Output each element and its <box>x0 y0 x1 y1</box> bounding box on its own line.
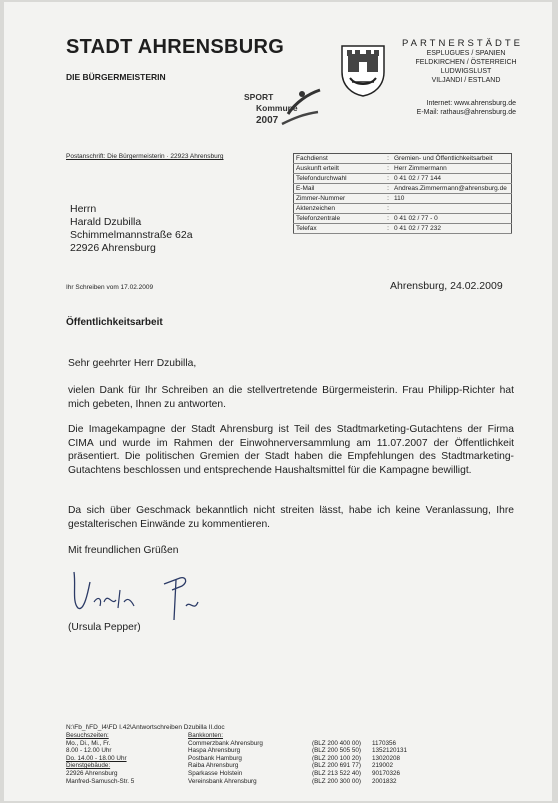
letter-date: Ahrensburg, 24.02.2009 <box>390 280 503 292</box>
letter-salutation: Sehr geehrter Herr Dzubilla, <box>68 358 197 369</box>
info-value: Andreas.Zimmermann@ahrensburg.de <box>392 184 512 194</box>
recipient-salutation: Herrn <box>70 203 97 215</box>
info-value: Herr Zimmermann <box>392 164 512 174</box>
info-value: Gremien- und Öffentlichkeitsarbeit <box>392 154 512 164</box>
info-label: Telefondurchwahl <box>294 174 385 184</box>
footer-line: Mo., Di., Mi., Fr. <box>66 739 111 747</box>
sport-kommune-logo <box>242 84 324 128</box>
info-row: Telefondurchwahl : 0 41 02 / 77 144 <box>294 174 512 184</box>
info-row: Aktenzeichen : <box>294 204 512 214</box>
footer-line: Postbank Hamburg <box>188 754 242 762</box>
partner-city: LUDWIGSLUST <box>440 68 492 75</box>
footer-line: 90170326 <box>372 769 401 777</box>
partner-city: ESPLUGUES / SPANIEN <box>426 50 506 57</box>
info-label: Telefax <box>294 224 385 234</box>
footer-line: 13020208 <box>372 754 401 762</box>
letter-page <box>4 2 552 801</box>
signer-name: (Ursula Pepper) <box>68 622 141 633</box>
reference-line: Ihr Schreiben vom 17.02.2009 <box>66 284 154 291</box>
info-row: Telefax : 0 41 02 / 77 232 <box>294 224 512 234</box>
footer-line: (BLZ 200 505 50) <box>312 747 362 755</box>
department-name: DIE BÜRGERMEISTERIN <box>66 72 166 82</box>
footer-line: Dienstgebäude: <box>66 762 111 770</box>
info-row: Telefonzentrale : 0 41 02 / 77 - 0 <box>294 214 512 224</box>
partner-cities-block <box>402 39 522 85</box>
footer-line: Haspa Ahrensburg <box>188 747 241 755</box>
info-label: Zimmer-Nummer <box>294 194 385 204</box>
document-path: N:\Fb_I\FD_I4\FD I.42\Antwortschreiben Dzubilla II.doc <box>66 724 225 731</box>
footer-line: Do. 14.00 - 18.00 Uhr <box>66 754 127 762</box>
footer-line: Manfred-Samusch-Str. 5 <box>66 777 135 785</box>
letter-subject: Öffentlichkeitsarbeit <box>66 317 163 328</box>
info-value <box>392 204 512 214</box>
partner-city: FELDKIRCHEN / ÖSTERREICH <box>415 59 517 66</box>
partner-city: VILJANDI / ESTLAND <box>431 77 501 84</box>
logo-line3: 2007 <box>256 115 279 126</box>
letter-closing: Mit freundlichen Grüßen <box>68 545 179 556</box>
footer-visiting-hours <box>66 732 176 785</box>
recipient-city: 22926 Ahrensburg <box>70 242 156 254</box>
footer-line: 8.00 - 12.00 Uhr <box>66 747 112 755</box>
recipient-name: Harald Dzubilla <box>70 216 142 228</box>
city-title: STADT AHRENSBURG <box>66 36 285 58</box>
contact-web-block <box>396 99 516 117</box>
footer-line: Commerzbank Ahrensburg <box>188 739 263 747</box>
contact-info-table <box>293 153 512 234</box>
footer-line: 219002 <box>372 762 394 770</box>
info-value: 0 41 02 / 77 144 <box>392 174 512 184</box>
postal-address-line: Postanschrift: Die Bürgermeisterin · 22923 Ahrensburg <box>66 153 224 160</box>
info-label: E-Mail <box>294 184 385 194</box>
footer-line <box>372 732 442 740</box>
footer-line: 1352120131 <box>372 747 408 755</box>
info-row: E-Mail : Andreas.Zimmermann@ahrensburg.de <box>294 184 512 194</box>
footer-line: Raiba Ahrensburg <box>188 762 239 770</box>
footer-line: (BLZ 200 100 20) <box>312 754 362 762</box>
body-paragraph: Da sich über Geschmack bekanntlich nicht streiten lässt, habe ich keine Veranlassung, Ihre gestalterischen Einwände zu kommentieren. <box>68 505 514 530</box>
footer-line: Sparkasse Holstein <box>188 769 243 777</box>
info-value: 0 41 02 / 77 232 <box>392 224 512 234</box>
body-paragraph: Die Imagekampagne der Stadt Ahrensburg ist Teil des Stadtmarketing-Gutachtens der Firma CIMA und wurde im Rahmen der Einwohnerversammlung am 11.07.2007 der Öffentlichkeit präsentiert. Die politischen Gremien der Stadt haben die Empfehlungen des Stadtmarketing-Gutachtens beschlossen und entsprechende Haushaltsmittel für die Kampagne bewilligt. <box>68 424 514 476</box>
info-row: Fachdienst : Gremien- und Öffentlichkeitsarbeit <box>294 154 512 164</box>
footer-bank-names <box>188 732 318 785</box>
city-crest-icon <box>338 42 388 98</box>
footer-line: 22926 Ahrensburg <box>66 769 118 777</box>
footer-account-numbers <box>372 732 442 785</box>
body-paragraph: vielen Dank für Ihr Schreiben an die stellvertretende Bürgermeisterin. Frau Philipp-Richter hat mich gebeten, Ihnen zu antworten. <box>68 385 514 410</box>
partner-heading: PARTNERSTÄDTE <box>402 38 523 49</box>
logo-line2: Kommune <box>256 103 298 113</box>
footer-line: Besuchszeiten: <box>66 732 109 739</box>
footer-line: (BLZ 200 691 77) <box>312 762 362 770</box>
info-row: Auskunft erteilt : Herr Zimmermann <box>294 164 512 174</box>
footer-line: (BLZ 213 522 40) <box>312 769 362 777</box>
logo-line1: SPORT <box>244 92 274 102</box>
internet-address: Internet: www.ahrensburg.de <box>426 100 516 107</box>
footer-line: 1170356 <box>372 739 397 747</box>
footer-line: Vereinsbank Ahrensburg <box>188 777 257 785</box>
info-label: Auskunft erteilt <box>294 164 385 174</box>
info-value: 110 <box>392 194 512 204</box>
info-label: Fachdienst <box>294 154 385 164</box>
footer-line: 2001832 <box>372 777 397 785</box>
recipient-street: Schimmelmannstraße 62a <box>70 229 193 241</box>
email-address: E-Mail: rathaus@ahrensburg.de <box>416 109 516 116</box>
footer-line: (BLZ 200 300 00) <box>312 777 362 785</box>
recipient-address <box>70 203 193 255</box>
info-row: Zimmer-Nummer : 110 <box>294 194 512 204</box>
info-value: 0 41 02 / 77 - 0 <box>392 214 512 224</box>
footer-line: (BLZ 200 400 00) <box>312 739 362 747</box>
info-label: Aktenzeichen <box>294 204 385 214</box>
footer-line: Bankkonten: <box>188 732 224 739</box>
info-label: Telefonzentrale <box>294 214 385 224</box>
